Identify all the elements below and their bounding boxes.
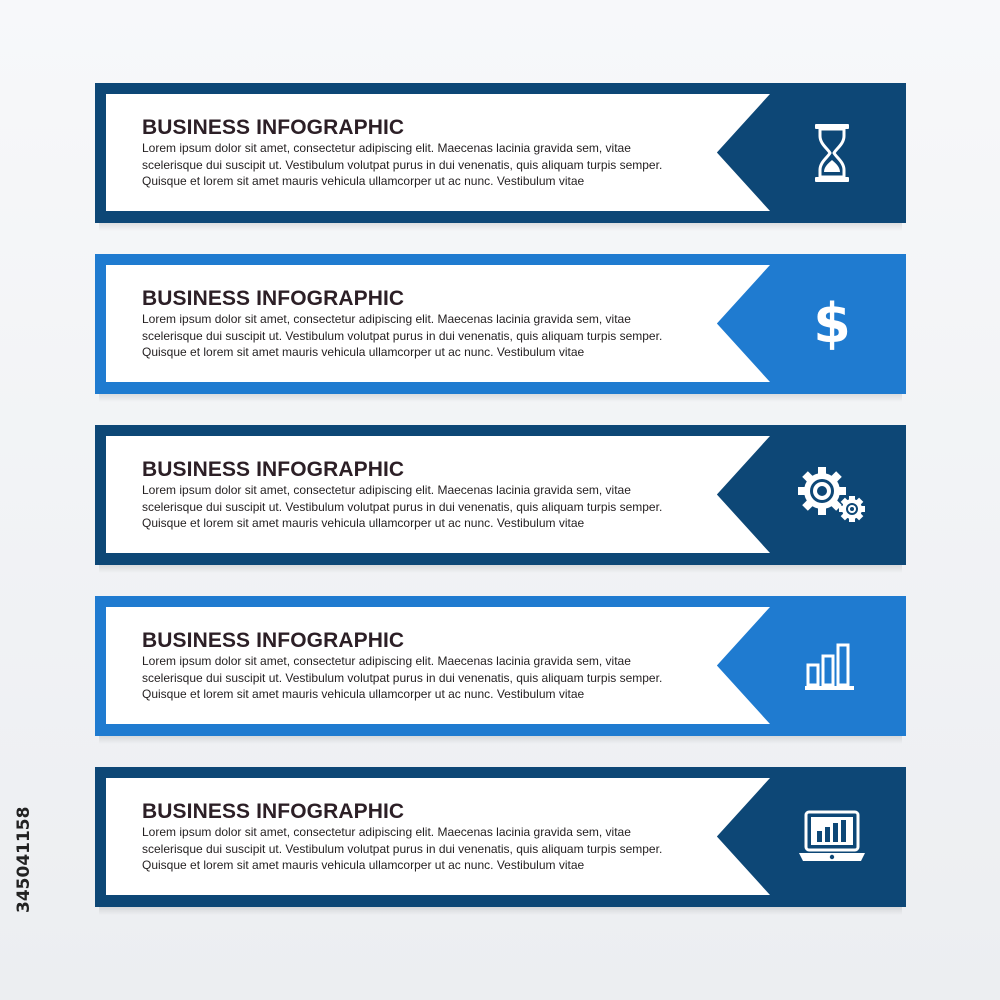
banner-3	[95, 425, 906, 565]
banner-text: Lorem ipsum dolor sit amet, consectetur adipiscing elit. Maecenas lacinia gravida sem, vitae scelerisque dui suscipit ut. Vestibulum volutpat purus in dui venenatis, quis aliquam turpis semper. Quisque et lorem sit amet mauris vehicula ullamcorper ut ac nunc. Vestibulum vitae	[142, 483, 663, 530]
banner-text: Lorem ipsum dolor sit amet, consectetur adipiscing elit. Maecenas lacinia gravida sem, vitae scelerisque dui suscipit ut. Vestibulum volutpat purus in dui venenatis, quis aliquam turpis semper. Quisque et lorem sit amet mauris vehicula ullamcorper ut ac nunc. Vestibulum vitae	[142, 654, 663, 701]
dollar-icon	[788, 294, 876, 354]
banner-text: Lorem ipsum dolor sit amet, consectetur adipiscing elit. Maecenas lacinia gravida sem, vitae scelerisque dui suscipit ut. Vestibulum volutpat purus in dui venenatis, quis aliquam turpis semper. Quisque et lorem sit amet mauris vehicula ullamcorper ut ac nunc. Vestibulum vitae	[142, 312, 663, 359]
bar-chart-icon	[788, 636, 876, 696]
banner-title: BUSINESS INFOGRAPHIC	[142, 800, 405, 823]
laptop-chart-icon	[788, 807, 876, 867]
banner-title: BUSINESS INFOGRAPHIC	[142, 287, 405, 310]
hourglass-icon	[788, 123, 876, 183]
banner-text: Lorem ipsum dolor sit amet, consectetur adipiscing elit. Maecenas lacinia gravida sem, vitae scelerisque dui suscipit ut. Vestibulum volutpat purus in dui venenatis, quis aliquam turpis semper. Quisque et lorem sit amet mauris vehicula ullamcorper ut ac nunc. Vestibulum vitae	[142, 141, 663, 188]
banner-2	[95, 254, 906, 394]
banner-5	[95, 767, 906, 907]
stock-id-watermark: 345041158	[14, 806, 34, 914]
banner-title: BUSINESS INFOGRAPHIC	[142, 458, 405, 481]
banner-1	[95, 83, 906, 223]
banner-title: BUSINESS INFOGRAPHIC	[142, 116, 405, 139]
dollar-glyph: $	[813, 292, 851, 355]
banner-text: Lorem ipsum dolor sit amet, consectetur adipiscing elit. Maecenas lacinia gravida sem, vitae scelerisque dui suscipit ut. Vestibulum volutpat purus in dui venenatis, quis aliquam turpis semper. Quisque et lorem sit amet mauris vehicula ullamcorper ut ac nunc. Vestibulum vitae	[142, 825, 663, 872]
banner-4	[95, 596, 906, 736]
banner-title: BUSINESS INFOGRAPHIC	[142, 629, 405, 652]
gears-icon	[788, 465, 876, 525]
